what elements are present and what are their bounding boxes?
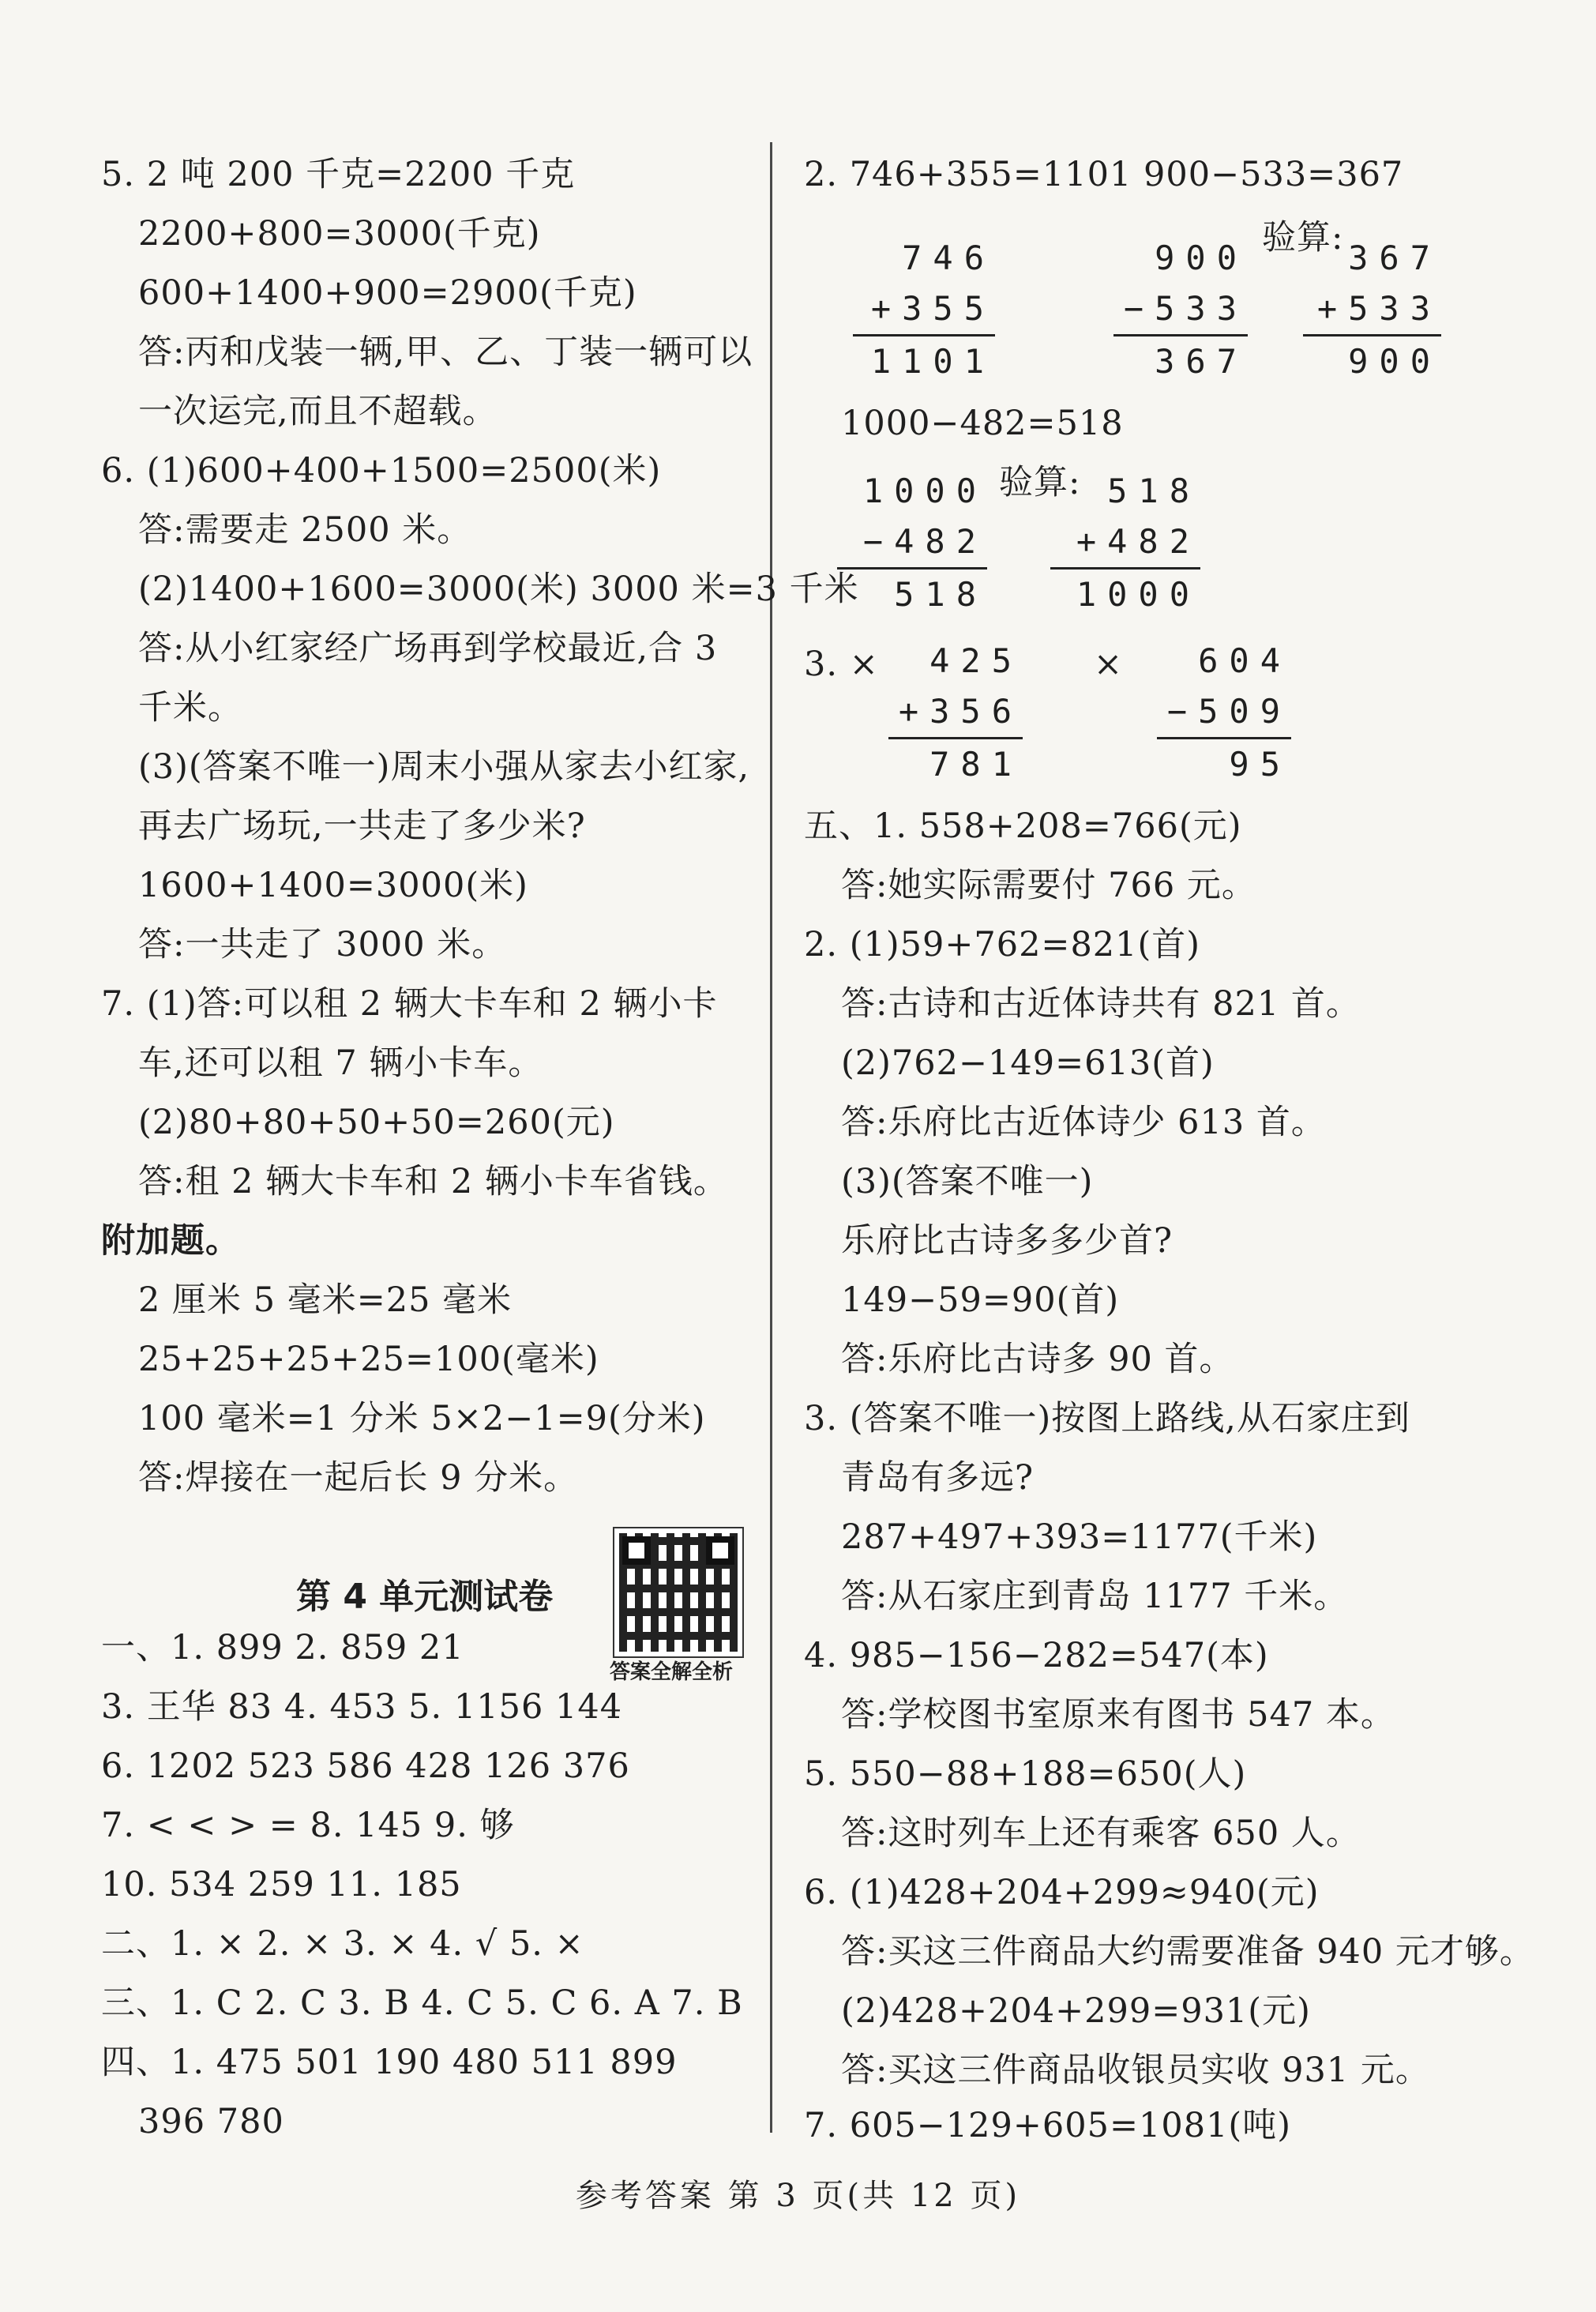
calc-result: 781 — [888, 737, 1023, 790]
calc-operand: −509 — [1166, 692, 1291, 731]
page-footer: 参考答案 第 3 页(共 12 页) — [575, 2178, 1021, 2214]
section-1-line: 3. 王华 83 4. 453 5. 1156 144 — [101, 1687, 623, 1727]
r-w1-title: 五、1. 558+208=766(元) — [804, 806, 1242, 846]
unit-test-title: 第 4 单元测试卷 — [296, 1577, 554, 1617]
q7-line: (2)80+80+50+50=260(元) — [138, 1103, 615, 1142]
section-3-line: 三、1. C 2. C 3. B 4. C 5. C 6. A 7. B — [101, 1983, 743, 2023]
r-w6-title: 6. (1)428+204+299≈940(元) — [804, 1873, 1320, 1912]
r-w5-line: 答:这时列车上还有乘客 650 人。 — [841, 1814, 1361, 1853]
verify-label: 验算: — [1262, 218, 1344, 258]
extra-line: 25+25+25+25=100(毫米) — [138, 1340, 599, 1379]
r-w3-title: 3. (答案不唯一)按图上路线,从石家庄到 — [804, 1399, 1410, 1438]
q6-line: 1600+1400=3000(米) — [138, 866, 528, 905]
calc-result: 367 — [1113, 334, 1248, 387]
r-w2-line: (2)762−149=613(首) — [841, 1043, 1215, 1083]
r-w4-line: 答:学校图书室原来有图书 547 本。 — [841, 1695, 1395, 1735]
vertical-calc — [837, 466, 987, 620]
r-w6-line: 答:买这三件商品收银员实收 931 元。 — [841, 2051, 1430, 2090]
calc-operand: +533 — [1316, 289, 1441, 328]
column-divider — [770, 142, 772, 2133]
r-w2-line: 答:乐府比古近体诗少 613 首。 — [841, 1103, 1326, 1142]
q6-line: 千米。 — [138, 688, 242, 727]
r-q3-mark: × — [1094, 645, 1124, 684]
q5-title: 5. 2 吨 200 千克=2200 千克 — [101, 155, 576, 194]
r-w2-line: 答:乐府比古诗多 90 首。 — [841, 1340, 1234, 1379]
q6-line: 答:一共走了 3000 米。 — [138, 925, 507, 964]
r-q2-line: 1000−482=518 — [841, 404, 1124, 443]
q5-line: 2200+800=3000(千克) — [138, 214, 541, 254]
extra-line: 答:焊接在一起后长 9 分米。 — [138, 1458, 579, 1498]
calc-result: 518 — [837, 567, 987, 620]
vertical-calc — [1157, 636, 1291, 790]
calc-operand: +355 — [870, 289, 995, 328]
r-w6-line: (2)428+204+299=931(元) — [841, 1991, 1311, 2031]
calc-operand: 604 — [1198, 641, 1291, 680]
qr-label: 答案全解全析 — [610, 1660, 734, 1684]
calc-result: 900 — [1303, 334, 1441, 387]
calc-operand: 425 — [929, 641, 1023, 680]
calc-result: 95 — [1157, 737, 1291, 790]
r-w3-line: 答:从石家庄到青岛 1177 千米。 — [841, 1577, 1349, 1616]
qr-code-icon[interactable] — [614, 1528, 742, 1656]
r-w2-line: 答:古诗和古近体诗共有 821 首。 — [841, 984, 1361, 1024]
calc-operand: 518 — [1107, 472, 1200, 510]
section-1-line: 一、1. 899 2. 859 21 — [101, 1628, 464, 1667]
q6-line: 答:需要走 2500 米。 — [138, 510, 472, 550]
vertical-calc — [1113, 233, 1248, 387]
r-w6-line: 答:买这三件商品大约需要准备 940 元才够。 — [841, 1932, 1534, 1972]
vertical-calc — [853, 233, 995, 387]
extra-title: 附加题。 — [101, 1221, 240, 1261]
section-1-line: 10. 534 259 11. 185 — [101, 1865, 462, 1904]
r-w2-title: 2. (1)59+762=821(首) — [804, 925, 1201, 964]
r-w3-line: 287+497+393=1177(千米) — [841, 1517, 1318, 1557]
calc-operand: 1000 — [862, 472, 987, 510]
q7-line: 答:租 2 辆大卡车和 2 辆小卡车省钱。 — [138, 1162, 728, 1201]
calc-operand: +356 — [898, 692, 1023, 731]
section-2-line: 二、1. × 2. × 3. × 4. √ 5. × — [101, 1924, 584, 1964]
q5-line: 一次运完,而且不超载。 — [138, 392, 498, 431]
r-w2-line: 乐府比古诗多多少首? — [841, 1221, 1174, 1261]
calc-operand: 746 — [902, 239, 995, 277]
r-w2-line: (3)(答案不唯一) — [841, 1162, 1094, 1201]
r-w7-title: 7. 605−129+605=1081(吨) — [804, 2106, 1291, 2145]
r-w1-line: 答:她实际需要付 766 元。 — [841, 866, 1256, 905]
q6-line: 答:从小红家经广场再到学校最近,合 3 — [138, 629, 718, 668]
r-q3-mark: 3. × — [804, 645, 879, 684]
q6-title: 6. (1)600+400+1500=2500(米) — [101, 451, 662, 491]
section-4-line: 396 780 — [138, 2102, 284, 2141]
calc-result: 1000 — [1050, 567, 1200, 620]
extra-line: 100 毫米=1 分米 5×2−1=9(分米) — [138, 1399, 706, 1438]
calc-operand: 900 — [1155, 239, 1248, 277]
calc-result: 1101 — [853, 334, 995, 387]
section-4-line: 四、1. 475 501 190 480 511 899 — [101, 2043, 678, 2082]
vertical-calc — [1050, 466, 1200, 620]
calc-operand: 367 — [1348, 239, 1441, 277]
calc-operand: −533 — [1123, 289, 1248, 328]
calc-operand: −482 — [862, 522, 987, 561]
q5-line: 600+1400+900=2900(千克) — [138, 273, 637, 313]
q6-line: (3)(答案不唯一)周末小强从家去小红家, — [138, 747, 750, 787]
vertical-calc — [888, 636, 1023, 790]
q5-line: 答:丙和戊装一辆,甲、乙、丁装一辆可以 — [138, 333, 753, 372]
extra-line: 2 厘米 5 毫米=25 毫米 — [138, 1280, 513, 1320]
q6-line: (2)1400+1600=3000(米) 3000 米=3 千米 — [138, 570, 859, 609]
calc-operand: +482 — [1076, 522, 1200, 561]
q6-line: 再去广场玩,一共走了多少米? — [138, 806, 586, 846]
section-1-line: 6. 1202 523 586 428 126 376 — [101, 1746, 630, 1786]
r-q2-title: 2. 746+355=1101 900−533=367 — [804, 155, 1404, 194]
vertical-calc — [1303, 233, 1441, 387]
r-w4-title: 4. 985−156−282=547(本) — [804, 1636, 1269, 1675]
section-1-line: 7. < < > = 8. 145 9. 够 — [101, 1806, 515, 1845]
q7-line: 车,还可以租 7 辆小卡车。 — [138, 1043, 543, 1083]
r-w2-line: 149−59=90(首) — [841, 1280, 1120, 1320]
q7-title: 7. (1)答:可以租 2 辆大卡车和 2 辆小卡 — [101, 984, 718, 1024]
r-w3-line: 青岛有多远? — [841, 1458, 1035, 1498]
r-w5-title: 5. 550−88+188=650(人) — [804, 1754, 1247, 1794]
verify-label: 验算: — [999, 463, 1081, 502]
